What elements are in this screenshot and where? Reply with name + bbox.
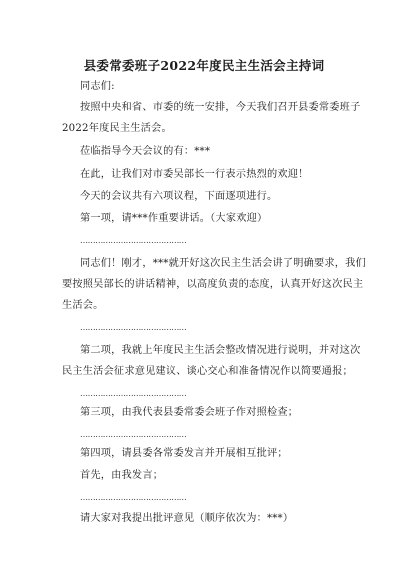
paragraph-response-line2: 要按照吴部长的讲话精神，以高度负责的态度，认真开好这次民主 xyxy=(62,279,364,290)
paragraph-criticism-request: 请大家对我提出批评意见（顺序依次为：***） xyxy=(80,513,294,524)
separator-line: …………………………………… xyxy=(80,389,187,398)
paragraph-item-two-line1: 第二项，我就上年度民主生活会整改情况进行说明，并对这次 xyxy=(80,345,361,356)
paragraph-item-four: 第四项，请县委各常委发言并开展相互批评； xyxy=(80,448,288,459)
paragraph-agenda: 今天的会议共有六项议程，下面逐项进行。 xyxy=(80,191,278,202)
separator-line: …………………………………… xyxy=(80,430,187,439)
document-title: 县委常委班子2022年度民主生活会主持词 xyxy=(83,58,325,73)
paragraph-response-line1: 同志们！刚才，***就开好这次民主生活会讲了明确要求，我们 xyxy=(80,258,366,269)
separator-line: …………………………………… xyxy=(80,493,187,502)
paragraph-item-three: 第三项，由我代表县委常委会班子作对照检查； xyxy=(80,407,299,418)
paragraph-item-one: 第一项，请***作重要讲话。（大家欢迎） xyxy=(80,213,268,224)
paragraph-greeting: 同志们: xyxy=(80,81,115,92)
paragraph-opening-line2: 2022年度民主生活会。 xyxy=(62,123,172,134)
paragraph-opening-line1: 按照中央和省、市委的统一安排，今天我们召开县委常委班子 xyxy=(80,102,361,113)
paragraph-response-line3: 生活会。 xyxy=(62,300,104,311)
paragraph-attendees: 莅临指导今天会议的有：*** xyxy=(80,146,211,157)
paragraph-first-speaker: 首先，由我发言； xyxy=(80,470,164,481)
separator-line: …………………………………… xyxy=(80,323,187,332)
separator-line: …………………………………… xyxy=(80,236,187,245)
paragraph-welcome: 在此，让我们对市委吴部长一行表示热烈的欢迎！ xyxy=(80,169,309,180)
paragraph-item-two-line2: 民主生活会征求意见建议、谈心交心和准备情况作以简要通报； xyxy=(62,366,353,377)
